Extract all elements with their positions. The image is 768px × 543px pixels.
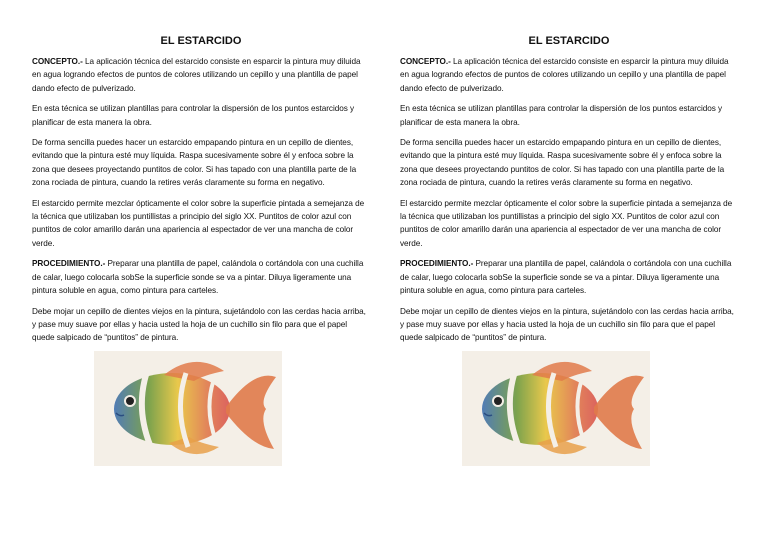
fish-figure (94, 351, 282, 466)
concepto-text: La aplicación técnica del estarcido consiste en esparcir la pintura muy diluida en agua logrando efectos de puntos de colores utilizando un cepillo y una plantilla de papel dando efecto de pulverizado. (32, 57, 361, 93)
paragraph-plantillas: En esta técnica se utilizan plantillas para controlar la dispersión de los puntos estarcidos y planificar de esta manera la obra. (400, 104, 723, 127)
procedimiento-lead: PROCEDIMIENTO.- (32, 259, 106, 269)
page-title: EL ESTARCIDO (160, 35, 242, 47)
paragraph-mezcla-optica: El estarcido permite mezclar ópticamente el color sobre la superficie pintada a semejanza de la técnica que utilizaban los puntillistas a principio del siglo XX. Puntitos de color azul con puntitos de color amarillo darán una apariencia al espectador de ver una mancha de color verde. (32, 198, 365, 248)
concepto-paragraph (32, 55, 370, 95)
page-title: EL ESTARCIDO (528, 35, 610, 47)
paragraph-forma-sencilla: De forma sencilla puedes hacer un estarcido empapando pintura en un cepillo de dientes, evitando que la pintura esté muy líquida. Raspa sucesivamente sobre él y enfoca sobre la zona que desees proyectando puntitos de color. Si has tapado con una plantilla parte de la zona rociada de pintura, cuando la retires verás claramente su forma en negativo. (400, 138, 725, 188)
fish-figure (462, 351, 650, 466)
paragraph-cepillo: Debe mojar un cepillo de dientes viejos en la pintura, sujetándolo con las cerdas hacia arriba, y pase muy suave por ellas y hacia usted la hoja de un cuchillo sin filo para que el papel quede salpicado de “puntitos” de pintura. (32, 306, 366, 343)
paragraph-cepillo: Debe mojar un cepillo de dientes viejos en la pintura, sujetándolo con las cerdas hacia arriba, y pase muy suave por ellas y hacia usted la hoja de un cuchillo sin filo para que el papel quede salpicado de “puntitos” de pintura. (400, 306, 734, 343)
concepto-paragraph (400, 55, 738, 95)
concepto-lead: CONCEPTO.- (32, 57, 83, 66)
procedimiento-paragraph (400, 257, 738, 297)
column-right (400, 0, 738, 466)
paragraph-mezcla-optica: El estarcido permite mezclar ópticamente el color sobre la superficie pintada a semejanza de la técnica que utilizaban los puntillistas a principio del siglo XX. Puntitos de color azul con puntitos de color amarillo darán una apariencia al espectador de ver una mancha de color verde. (400, 198, 733, 248)
procedimiento-paragraph (32, 257, 370, 297)
paragraph-plantillas: En esta técnica se utilizan plantillas para controlar la dispersión de los puntos estarcidos y planificar de esta manera la obra. (32, 104, 355, 127)
paragraph-forma-sencilla: De forma sencilla puedes hacer un estarcido empapando pintura en un cepillo de dientes, evitando que la pintura esté muy líquida. Raspa sucesivamente sobre él y enfoca sobre la zona que desees proyectando puntitos de color. Si has tapado con una plantilla parte de la zona rociada de pintura, cuando la retires verás claramente su forma en negativo. (32, 138, 357, 188)
stenciled-fish-icon (462, 351, 650, 466)
procedimiento-text: Preparar una plantilla de papel, calándola o cortándola con una cuchilla de calar, luego colocarla sobSe la superficie sonde se va a pintar. Diluya ligeramente una pintura soluble en agua, como pintura para carteles. (400, 259, 732, 296)
concepto-lead: CONCEPTO.- (400, 57, 451, 66)
stenciled-fish-icon (94, 351, 282, 466)
concepto-text: La aplicación técnica del estarcido consiste en esparcir la pintura muy diluida en agua logrando efectos de puntos de colores utilizando un cepillo y una plantilla de papel dando efecto de pulverizado. (400, 57, 729, 93)
column-left (32, 0, 370, 466)
procedimiento-lead: PROCEDIMIENTO.- (400, 259, 474, 269)
procedimiento-text: Preparar una plantilla de papel, calándola o cortándola con una cuchilla de calar, luego colocarla sobSe la superficie sonde se va a pintar. Diluya ligeramente una pintura soluble en agua, como pintura para carteles. (32, 259, 364, 296)
